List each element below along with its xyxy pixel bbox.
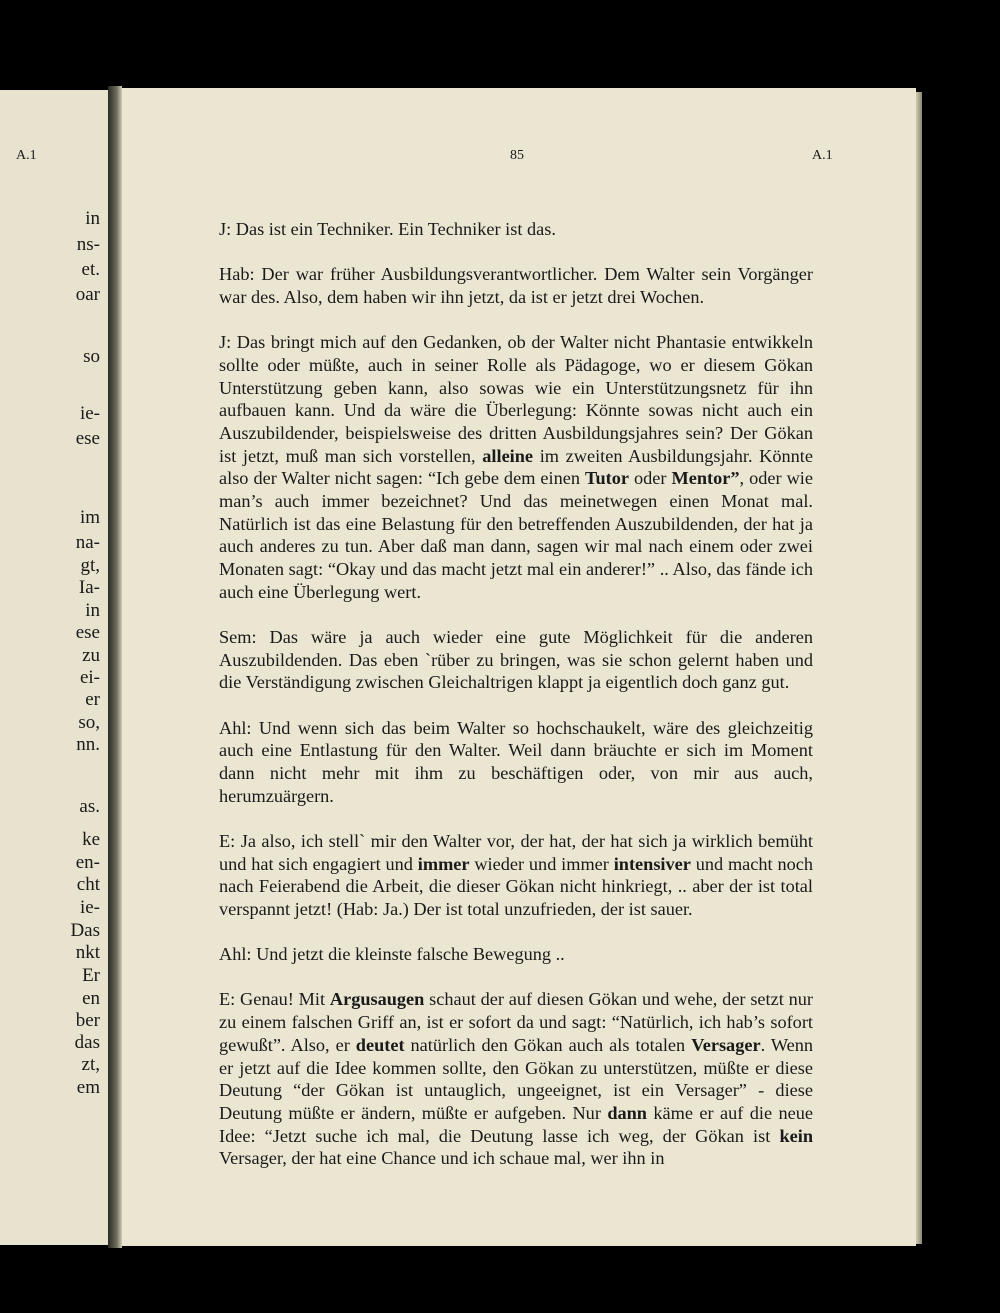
text-run: wieder und immer <box>469 853 614 874</box>
left-page-fragment: as. <box>79 796 100 817</box>
left-page-fragment: in <box>85 600 100 621</box>
left-page-fragment: in <box>85 208 100 229</box>
left-page-fragment: na- <box>75 532 100 553</box>
left-page-fragment: en <box>82 988 100 1009</box>
left-page-fragment: Er <box>82 965 100 986</box>
left-page-fragment: nkt <box>75 942 100 963</box>
left-page-fragment: oar <box>75 284 100 305</box>
left-running-header: A.1 <box>16 148 37 163</box>
left-page-fragment: ber <box>75 1010 100 1031</box>
paragraph <box>219 943 813 966</box>
bold-text: deutet <box>355 1034 405 1055</box>
left-page-fragment: ns- <box>76 234 100 255</box>
text-run: Versager, der hat eine Chance und ich schaue mal, wer ihn in <box>219 1148 665 1169</box>
left-page-fragment: so <box>83 346 100 367</box>
paragraph <box>219 331 813 603</box>
left-page-fragment: ese <box>75 622 100 643</box>
text-run: Sem: Das wäre ja auch wieder eine gute Möglichkeit für die anderen Auszubildenden. Das eben `rüber zu bringen, was sie schon gelernt haben und die Verständigung zwischen Gleichaltrigen klappt ja eigentlich doch ganz gut. <box>219 627 813 693</box>
paragraph <box>219 988 813 1170</box>
page-number: 85 <box>510 148 524 163</box>
bold-text: intensiver <box>613 853 691 874</box>
left-page-fragment: cht <box>76 874 100 895</box>
bold-text: Tutor <box>585 468 630 489</box>
right-running-header: A.1 <box>812 148 833 163</box>
paragraph <box>219 218 813 241</box>
bold-text: dann <box>607 1103 647 1123</box>
left-page-fragment: ese <box>75 428 100 449</box>
left-page-fragment: ke <box>82 829 100 850</box>
text-run: E: Ja also, ich stell` mir den Walter vor, der hat, der hat sich ja wirklich bemüht und hat sich engagiert und <box>219 830 813 874</box>
text-run: natürlich den Gökan auch als totalen <box>404 1034 692 1055</box>
page-body <box>219 218 813 1193</box>
left-page-fragment: Ia- <box>78 577 100 598</box>
bold-text: kein <box>779 1125 813 1146</box>
text-run: , oder wie man’s auch immer bezeichnet? Und das meinetwegen einen Monat mal. Natürlich ist das eine Belastung für den betreffenden Auszubildenden, der hat ja auch anderes zu tun. Aber daß man dann, sagen wir mal nach einem oder zwei Monaten sagt: “Okay und das macht jetzt mal ein anderer!” .. Also, das fände ich auch eine Überlegung wert. <box>219 468 813 602</box>
text-run: und macht noch nach Feierabend die Arbeit, die dieser Gökan nicht hinkriegt, .. aber der ist total verspannt jetzt! (Hab: Ja.) Der ist total unzufrieden, der ist sauer. <box>219 853 813 920</box>
bold-text: Versager <box>691 1034 761 1055</box>
text-run: J: Das ist ein Techniker. Ein Techniker ist das. <box>219 219 556 239</box>
text-run: käme er auf die neue Idee: “Jetzt suche ich mal, die Deutung lasse ich weg, der Gökan ist <box>219 1103 814 1146</box>
text-run: Hab: Der war früher Ausbildungsverantwortlicher. Dem Walter sein Vorgänger war des. Also, dem haben wir ihn jetzt, da ist er jetzt drei Wochen. <box>219 264 813 307</box>
bold-text: alleine <box>482 445 534 466</box>
page-edge <box>916 92 922 1244</box>
book-gutter <box>108 86 122 1248</box>
paragraph <box>219 830 813 921</box>
text-run: Ahl: Und jetzt die kleinste falsche Bewegung .. <box>219 944 565 965</box>
text-run: J: Das bringt mich auf den Gedanken, ob der Walter nicht Phantasie entwikkeln sollte oder müßte, auch in seiner Rolle als Pädagoge, wo er diesem Gökan Unterstützung geben kann, also sowas wie ein Unterstützungsnetz für ihn aufbauen kann. Und da wäre die Überlegung: Könnte sowas nicht auch ein Auszubildender, beispielsweise des dritten Ausbildungsjahres sein? Der Gökan ist jetzt, muß man sich vorstellen, <box>219 332 813 466</box>
paragraph <box>219 717 813 808</box>
left-page-fragment: zu <box>82 645 100 666</box>
text-run: Ahl: Und wenn sich das beim Walter so hochschaukelt, wäre des gleichzeitig auch eine Entlastung für den Walter. Weil dann bräuchte er sich im Moment dann nicht mehr mit ihm zu beschäftigen oder, von mir aus auch, herumzuärgern. <box>219 717 813 806</box>
left-page-fragment: er <box>85 689 100 710</box>
left-page-fragment: zt, <box>81 1054 100 1075</box>
left-page-fragment: nn. <box>76 734 100 755</box>
text-run: im zweiten Ausbildungsjahr. Könnte also der Walter nicht sagen: “Ich gebe dem einen <box>219 445 813 489</box>
left-page-fragment: Das <box>70 920 100 941</box>
text-run: oder <box>629 468 672 489</box>
text-run: E: Genau! Mit <box>219 989 330 1010</box>
left-page-fragment: ie- <box>79 897 100 918</box>
left-page-fragment: im <box>79 507 100 528</box>
left-page-fragment: ei- <box>79 667 100 688</box>
text-run: schaut der auf diesen Gökan und wehe, der setzt nur zu einem falschen Griff an, ist er sofort da und sagt: “Natürlich, ich hab’s sofort gewußt”. Also, er <box>219 989 813 1055</box>
left-page-fragment: em <box>76 1077 100 1098</box>
bold-text: immer <box>417 853 470 874</box>
paragraph <box>219 626 813 694</box>
bold-text: Mentor” <box>671 468 740 489</box>
left-page-fragment: gt, <box>80 555 100 576</box>
left-page-fragment: das <box>74 1032 100 1053</box>
paragraph <box>219 263 813 308</box>
left-page-fragment: en- <box>75 852 100 873</box>
left-page-fragment: ie- <box>79 403 100 424</box>
text-run: . Wenn er jetzt auf die Idee kommen sollte, den Gökan zu unterstützen, müßte er diese Deutung “der Gökan ist untauglich, ungeeignet, ist ein Versager” - diese Deutung müßte er ändern, müßte er aufgeben. Nur <box>219 1034 813 1123</box>
left-page-fragment: et. <box>81 259 100 280</box>
left-page <box>0 90 108 1245</box>
left-page-fragment: so, <box>78 712 100 733</box>
bold-text: Argusaugen <box>329 989 425 1010</box>
